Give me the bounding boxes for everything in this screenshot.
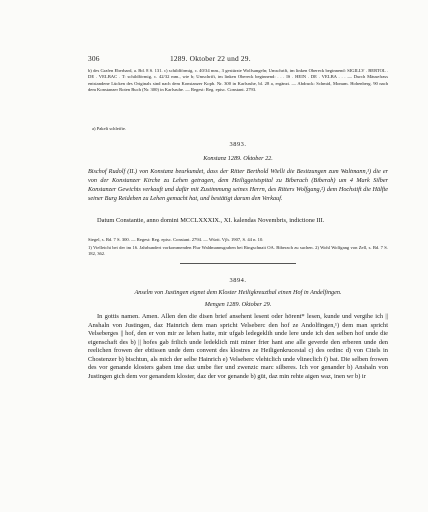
source-3893: Siegel, s. Bd. 7 S. 300. — Regest: Reg. episc. Constant. 2794. — Württ. Vjh. 1907, S. 44 n. 10. [88,237,264,242]
place-date-3893: Konstanz 1289. Oktober 22. [203,155,273,162]
document-number-3893: 3893. [229,141,247,148]
footnote-a: a) Pakeli schleifte. [92,126,127,131]
page-number: 306 [88,54,100,63]
place-date-3894: Mengen 1289. Oktober 29. [204,301,272,308]
notes-3893: 1) Vielleicht bei der im 16. Jahrhundert vorkommenden Flur Waldmannsgraben bei Ringschnait OA. Biberach zu suchen. 2) Wohl Wolfgang von Zell, s. Bd. 7 S. 182, 362. [88,245,388,257]
regest-3893: Bischof Rudolf (II.) von Konstanz beurkundet, dass der Ritter Berthold Wielli die Besitzungen zum Waltmann,¹) die er von der Konstanzer Kirche zu Lehen getragen, dem Heiliggeistspital zu Biberach (Biberah) um 4 Mark Silber Konstanzer Gewichts verkauft und dafür mit Zustimmung seines Herrn, des Ritters Wolfgang,²) dem Hochstift die Hälfte seiner Burg Reideben zu Lehen gemacht hat, und bestätigt darum den Verkauf. [88,168,388,202]
document-text-3894: In gottis namen. Amen. Allen den die disen brief ansehent lesent oder hörent* lesen, kunde und vergihe ich || Anshaln von Justingen, daz Hainrich dem man spricht Velseberc den hof ze Andolfingen,¹) dem man spricht Velseberges || hof, den er von mir ze lehen hatte, mir ufgab ledegeklih unde lere unde ich den selben hof unde die eigenschaft des b) || hofes gab frilich unde ledeklich mit miner frier hant ane alle geverde den erberen unde den reelichen frowen der ebtissen unde dem convent des klostres ze Heiligenkrucestal c) des ordinc d) von Citels in Chostenzer b) bischtun, als mich der selbe Hainrich e) Velseberc vlehtclich unde vlineclich f) bat. Die selben frowen des vor genande klosters gaben ime daz umbe fier und zwenzic marc silberes. Ich vor genander b) Anshaln von Justingen gich dem vor genandem kloster, daz der vor genande b) güt, daz min rehte aigen waz, inen wr b) ir [88,313,388,380]
regest-3894: Anselm von Justingen eignet dem Kloster Heiligkreuzthal einen Hof in Andelfingen. [134,289,342,296]
section-divider [180,263,296,264]
footnote-block: b) des Grafen Eberhard, a. Bd. 8 S. 131. c) schildförmig, c. 40/34 mm., 3 gestürzte Wolfsangeln; Umschrift, im linken Obereck beginnend: SIGILLV . BERTOL . DE . VELBAC . T: schildförmig, c. 42/32 mm., wie b; Umschrift, im linken Obereck beginnend: . . . IS . HEIN . DE . VELBA . . . — Durch Mäusefrass entstandene Lücken des Originals sind nach dem Konstanzer Kopb. Nr. 300 in Karlsruhe, bl. 28 a, ergänzt. — Abdruck: Schmid, Monum. Hohenberg. 90 nach dem Konstanzer Roten Buch (Nr. 300) in Karlsruhe. — Regest: Reg. episc. Constant. 2793. [88,68,388,93]
document-number-3894: 3894. [229,277,247,284]
dating-3893: Datum Constantie, anno domini MCCLXXXIX., XI. kalendas Novembris, indictione III. [97,217,325,224]
running-title: 1289. Oktober 22 und 29. [170,54,251,63]
